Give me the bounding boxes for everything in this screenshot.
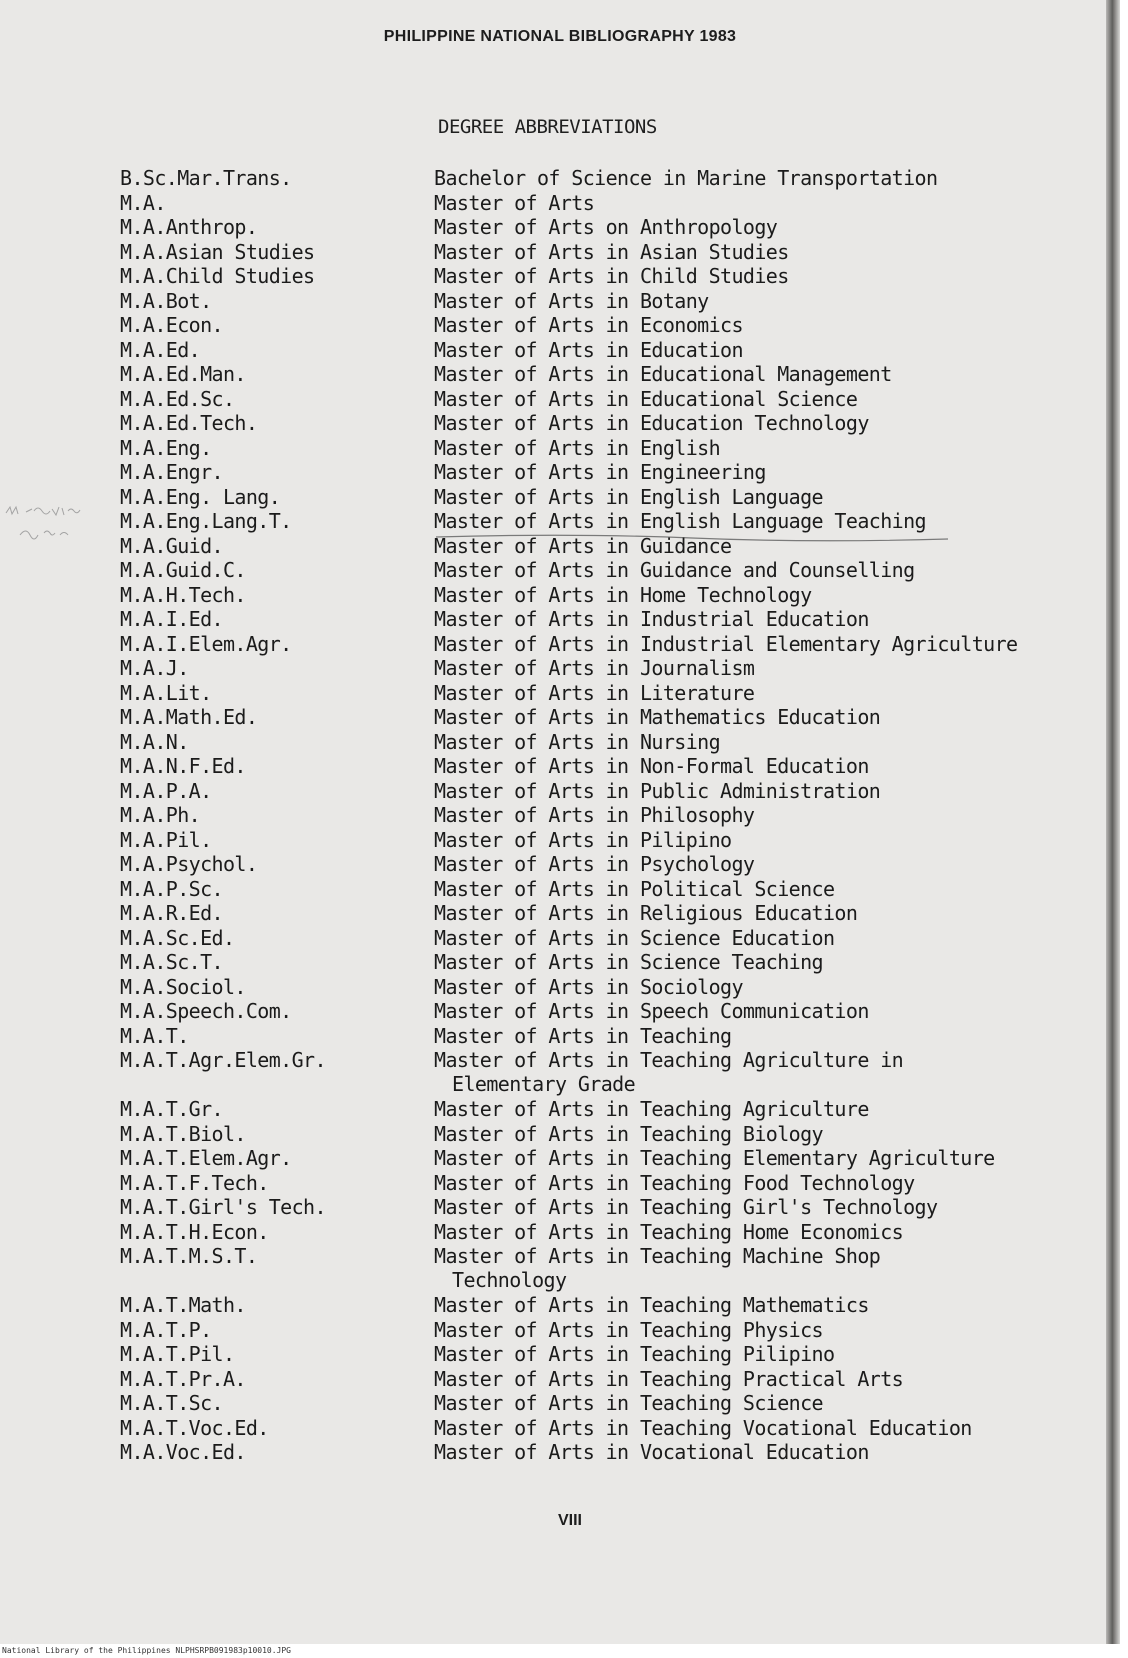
section-title: DEGREE ABBREVIATIONS — [438, 116, 657, 138]
definition: Master of Arts in Economics — [434, 313, 743, 337]
abbreviation: M.A.Sc.T. — [120, 950, 223, 974]
abbreviation: M.A.I.Ed. — [120, 607, 223, 631]
list-item — [0, 1171, 1120, 1196]
abbreviation: M.A.T.Elem.Agr. — [120, 1146, 292, 1170]
abbreviation: M.A.P.A. — [120, 778, 212, 803]
abbreviation: M.A.Eng. Lang. — [120, 484, 281, 509]
abbreviation: M.A.T.F.Tech. — [120, 1170, 269, 1195]
abbreviation: M.A.Sc.Ed. — [120, 925, 235, 950]
definition: Master of Arts in Teaching Science — [434, 1391, 823, 1415]
definition: Master of Arts in Teaching Practical Arts — [434, 1366, 904, 1391]
definition: Master of Arts in Journalism — [434, 656, 755, 680]
list-item — [0, 289, 1120, 314]
abbreviation: M.A.N.F.Ed. — [120, 754, 246, 778]
list-item — [0, 362, 1120, 387]
abbreviation: M.A.Engr. — [120, 460, 223, 484]
definition-line: Master of Arts in Teaching Agriculture in — [434, 1048, 904, 1072]
definition: Master of Arts in Nursing — [434, 729, 721, 754]
abbreviation: M.A.T.Pr.A. — [120, 1366, 246, 1391]
abbreviation: M.A.Guid. — [120, 533, 223, 558]
abbreviation: M.A.T.P. — [120, 1317, 212, 1342]
definition — [434, 1048, 1124, 1096]
abbreviation: M.A.Ed. — [120, 337, 201, 362]
list-item — [0, 411, 1120, 436]
list-item — [0, 999, 1120, 1024]
list-item — [0, 901, 1120, 926]
definition-continuation: Technology — [452, 1268, 567, 1292]
definition-line: Master of Arts in Teaching Machine Shop — [434, 1244, 881, 1268]
list-item — [0, 1440, 1120, 1465]
abbreviation: M.A.Bot. — [120, 288, 212, 313]
abbreviation: M.A.Ed.Man. — [120, 362, 246, 386]
list-item — [0, 1318, 1120, 1343]
abbreviation: M.A.Sociol. — [120, 974, 246, 999]
abbreviation: M.A.Ed.Tech. — [120, 411, 258, 435]
definition: Master of Arts in Education — [434, 337, 743, 362]
list-item — [0, 1122, 1120, 1147]
definition: Master of Arts in Public Administration — [434, 778, 881, 803]
definition: Master of Arts in Educational Management — [434, 362, 892, 386]
definition: Master of Arts in Non-Formal Education — [434, 754, 869, 778]
abbreviation: M.A.Pil. — [120, 827, 212, 852]
definition: Master of Arts in Industrial Education — [434, 607, 869, 631]
definition: Master of Arts in Asian Studies — [434, 239, 789, 264]
list-item — [0, 754, 1120, 779]
definition: Master of Arts in Science Education — [434, 925, 835, 950]
abbreviation: M.A.Econ. — [120, 313, 223, 337]
list-item — [0, 534, 1120, 559]
list-item — [0, 705, 1120, 730]
definition: Master of Arts in Home Technology — [434, 582, 812, 607]
list-item — [0, 1342, 1120, 1367]
abbreviation: M.A.Child Studies — [120, 264, 315, 288]
list-item — [0, 338, 1120, 363]
list-item — [0, 387, 1120, 412]
abbreviation: M.A.Eng. — [120, 435, 212, 460]
list-item — [0, 215, 1120, 240]
scan-credit: National Library of the Philippines NLPHSRPB091983p10010.JPG — [0, 1644, 1128, 1658]
running-header: PHILIPPINE NATIONAL BIBLIOGRAPHY 1983 — [383, 28, 737, 45]
list-item — [0, 681, 1120, 706]
definition: Master of Arts in Religious Education — [434, 901, 858, 925]
definition: Master of Arts in Teaching Elementary Agriculture — [434, 1146, 995, 1170]
abbreviation: M.A.T.Biol. — [120, 1121, 246, 1146]
definition: Master of Arts in Speech Communication — [434, 999, 869, 1023]
abbreviation: M.A.P.Sc. — [120, 876, 223, 901]
list-item — [0, 730, 1120, 755]
list-item — [0, 460, 1120, 485]
list-item — [0, 1367, 1120, 1392]
definition: Master of Arts in English — [434, 435, 721, 460]
list-item — [0, 926, 1120, 951]
definition: Master of Arts in Industrial Elementary Agriculture — [434, 631, 1018, 656]
abbreviation: M.A.R.Ed. — [120, 901, 223, 925]
abbreviation: M.A.T.Gr. — [120, 1097, 223, 1121]
list-item — [0, 1024, 1120, 1049]
definition: Master of Arts in Pilipino — [434, 827, 732, 852]
page-number: VIII — [557, 1512, 582, 1529]
list-item — [0, 779, 1120, 804]
definition: Bachelor of Science in Marine Transportation — [434, 166, 938, 190]
list-item — [0, 975, 1120, 1000]
abbreviation: M.A.N. — [120, 729, 189, 754]
definition: Master of Arts in Teaching Mathematics — [434, 1293, 869, 1317]
list-item — [0, 828, 1120, 853]
definition: Master of Arts in Guidance — [434, 533, 732, 558]
list-item — [0, 1048, 1120, 1097]
abbreviation: M.A.Voc.Ed. — [120, 1440, 246, 1464]
list-item — [0, 1097, 1120, 1122]
list-item — [0, 1146, 1120, 1171]
list-item — [0, 558, 1120, 583]
definition: Master of Arts on Anthropology — [434, 215, 778, 239]
definition — [434, 1244, 1124, 1292]
abbreviation: M.A.Psychol. — [120, 852, 258, 876]
list-item — [0, 240, 1120, 265]
list-item — [0, 191, 1120, 216]
abbreviation: M.A.J. — [120, 656, 189, 680]
definition: Master of Arts in Mathematics Education — [434, 705, 881, 729]
definition: Master of Arts in Education Technology — [434, 411, 869, 435]
list-item — [0, 264, 1120, 289]
list-item — [0, 1293, 1120, 1318]
abbreviation: M.A.Guid.C. — [120, 558, 246, 582]
definition: Master of Arts in Teaching — [434, 1023, 732, 1048]
definition: Master of Arts in Sociology — [434, 974, 743, 999]
abbreviation: M.A. — [120, 190, 166, 215]
definition: Master of Arts in Teaching Pilipino — [434, 1342, 835, 1366]
definition: Master of Arts in Vocational Education — [434, 1440, 869, 1464]
abbreviation: M.A.I.Elem.Agr. — [120, 631, 292, 656]
list-item — [0, 877, 1120, 902]
list-item — [0, 166, 1120, 191]
definition-continuation: Elementary Grade — [452, 1072, 636, 1096]
list-item — [0, 1391, 1120, 1416]
list-item — [0, 1244, 1120, 1293]
abbreviation: M.A.T.Agr.Elem.Gr. — [120, 1048, 326, 1072]
definition: Master of Arts in English Language — [434, 484, 823, 509]
definition: Master of Arts in Teaching Girl's Technology — [434, 1195, 938, 1219]
definition: Master of Arts in Teaching Vocational Education — [434, 1415, 972, 1440]
abbreviation: M.A.T.Sc. — [120, 1391, 223, 1415]
list-item — [0, 1416, 1120, 1441]
definition: Master of Arts in Political Science — [434, 876, 835, 901]
definition: Master of Arts — [434, 190, 595, 215]
abbreviation: M.A.T.M.S.T. — [120, 1244, 258, 1268]
definition: Master of Arts in Literature — [434, 680, 755, 705]
list-item — [0, 632, 1120, 657]
abbreviation: M.A.T. — [120, 1023, 189, 1048]
abbreviation: M.A.Eng.Lang.T. — [120, 509, 292, 533]
abbreviation: M.A.T.Pil. — [120, 1342, 235, 1366]
abbreviation: M.A.Lit. — [120, 680, 212, 705]
list-item — [0, 509, 1120, 534]
list-item — [0, 1195, 1120, 1220]
definition: Master of Arts in Teaching Physics — [434, 1317, 823, 1342]
list-item — [0, 485, 1120, 510]
abbreviation: M.A.Speech.Com. — [120, 999, 292, 1023]
definition: Master of Arts in Botany — [434, 288, 709, 313]
definition: Master of Arts in Child Studies — [434, 264, 789, 288]
definition: Master of Arts in Educational Science — [434, 386, 858, 411]
abbreviation-list — [0, 166, 1120, 1465]
abbreviation: M.A.H.Tech. — [120, 582, 246, 607]
abbreviation: M.A.T.Voc.Ed. — [120, 1415, 269, 1440]
definition: Master of Arts in Engineering — [434, 460, 766, 484]
abbreviation: B.Sc.Mar.Trans. — [120, 166, 292, 190]
abbreviation: M.A.Math.Ed. — [120, 705, 258, 729]
list-item — [0, 656, 1120, 681]
definition: Master of Arts in Philosophy — [434, 803, 755, 827]
abbreviation: M.A.Asian Studies — [120, 239, 315, 264]
list-item — [0, 313, 1120, 338]
definition: Master of Arts in Teaching Agriculture — [434, 1097, 869, 1121]
abbreviation: M.A.T.Math. — [120, 1293, 246, 1317]
definition: Master of Arts in Psychology — [434, 852, 755, 876]
list-item — [0, 803, 1120, 828]
abbreviation: M.A.T.Girl's Tech. — [120, 1195, 326, 1219]
definition: Master of Arts in Teaching Food Technology — [434, 1170, 915, 1195]
definition: Master of Arts in Guidance and Counselling — [434, 558, 915, 582]
definition: Master of Arts in Teaching Home Economics — [434, 1219, 904, 1244]
list-item — [0, 852, 1120, 877]
definition: Master of Arts in Science Teaching — [434, 950, 823, 974]
list-item — [0, 1220, 1120, 1245]
list-item — [0, 436, 1120, 461]
abbreviation: M.A.Ph. — [120, 803, 201, 827]
abbreviation: M.A.Anthrop. — [120, 215, 258, 239]
definition: Master of Arts in English Language Teaching — [434, 509, 926, 533]
list-item — [0, 950, 1120, 975]
abbreviation: M.A.T.H.Econ. — [120, 1219, 269, 1244]
list-item — [0, 583, 1120, 608]
list-item — [0, 607, 1120, 632]
definition: Master of Arts in Teaching Biology — [434, 1121, 823, 1146]
abbreviation: M.A.Ed.Sc. — [120, 386, 235, 411]
